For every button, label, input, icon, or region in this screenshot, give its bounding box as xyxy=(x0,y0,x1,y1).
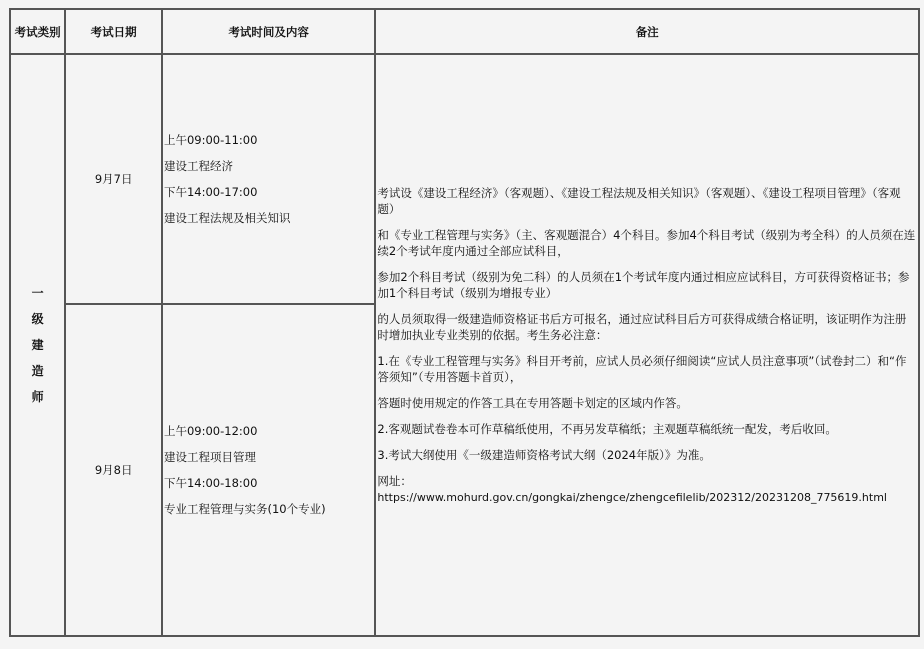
session-time: 上午09:00-12:00 xyxy=(163,424,258,438)
category-char: 造 xyxy=(31,364,44,378)
subject: 建设工程法规及相关知识 xyxy=(163,211,291,225)
note-paragraph: 参加2个科目考试（级别为免二科）的人员须在1个考试年度内通过相应应试科目，方可获得资格证书；参加1个科目考试（级别为增报专业） xyxy=(377,269,910,300)
note-paragraph: 1.在《专业工程管理与实务》科目开考前，应试人员必须仔细阅读“应试人员注意事项”（试卷封二）和“作答须知”（专用答题卡首页）， xyxy=(377,353,907,384)
header-notes: 备注 xyxy=(375,9,919,54)
subject: 专业工程管理与实务(10个专业) xyxy=(163,502,326,516)
session-time: 下午14:00-18:00 xyxy=(163,476,258,490)
note-paragraph: 2.客观题试卷卷本可作草稿纸使用，不再另发草稿纸；主观题草稿纸统一配发，考后收回。 xyxy=(377,421,837,436)
url-label: 网址： xyxy=(377,473,412,488)
time-content-cell xyxy=(162,54,375,304)
notes-cell xyxy=(375,54,919,636)
category-cell xyxy=(10,54,65,636)
session-time: 上午09:00-11:00 xyxy=(163,133,258,147)
subject: 建设工程经济 xyxy=(163,159,233,173)
note-paragraph: 3.考试大纲使用《一级建造师资格考试大纲（2024年版）》为准。 xyxy=(377,447,711,462)
category-char: 师 xyxy=(31,390,44,404)
header-time-content: 考试时间及内容 xyxy=(162,9,375,54)
note-paragraph: 答题时使用规定的作答工具在专用答题卡划定的区域内作答。 xyxy=(377,395,688,410)
note-paragraph: 考试设《建设工程经济》（客观题）、《建设工程法规及相关知识》（客观题）、《建设工程项目管理》（客观题） xyxy=(377,185,901,216)
category-char: 建 xyxy=(31,338,44,352)
time-content-cell xyxy=(162,304,375,636)
date-cell: 9月7日 xyxy=(65,54,162,304)
note-paragraph: 的人员须取得一级建造师资格证书后方可报名，通过应试科目后方可获得成绩合格证明，该证明作为注册时增加执业专业类别的依据。考生务必注意： xyxy=(377,311,907,342)
subject: 建设工程项目管理 xyxy=(163,450,256,464)
header-date: 考试日期 xyxy=(65,9,162,54)
header-category: 考试类别 xyxy=(10,9,65,54)
date-cell: 9月8日 xyxy=(65,304,162,636)
session-time: 下午14:00-17:00 xyxy=(163,185,258,199)
exam-schedule-table xyxy=(9,8,920,637)
table-row xyxy=(10,54,919,304)
category-char: 级 xyxy=(31,312,44,326)
header-row xyxy=(10,9,919,54)
url-link[interactable]: https://www.mohurd.gov.cn/gongkai/zhengce/zhengcefilelib/202312/20231208_775619.html xyxy=(377,490,887,504)
note-paragraph: 和《专业工程管理与实务》（主、客观题混合）4个科目。参加4个科目考试（级别为考全科）的人员须在连续2个考试年度内通过全部应试科目， xyxy=(377,227,916,258)
category-char: 一 xyxy=(31,286,44,300)
